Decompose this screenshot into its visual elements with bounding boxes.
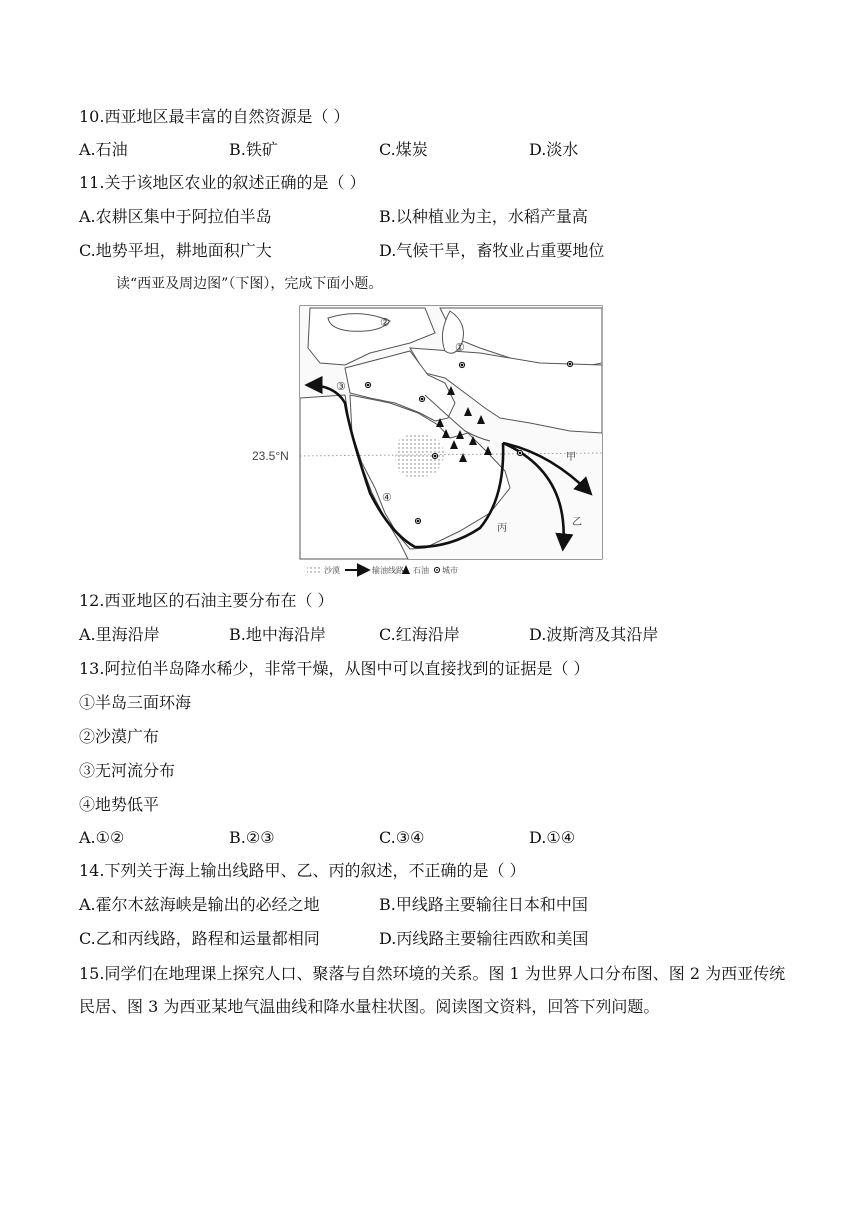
q13-option-a: A.①② <box>79 828 125 847</box>
question-13-stem: 13.阿拉伯半岛降水稀少，非常干燥，从图中可以直接找到的证据是（ ） <box>79 659 590 678</box>
region-3: ③ <box>336 380 346 393</box>
legend-route: 输油线路 <box>372 566 404 575</box>
q10-option-c: C.煤炭 <box>379 140 428 159</box>
q10-option-b: B.铁矿 <box>229 140 278 159</box>
west-asia-map <box>250 303 610 579</box>
route-label-jia: 甲 <box>566 452 576 463</box>
region-4: ④ <box>382 491 392 504</box>
question-10-stem: 10.西亚地区最丰富的自然资源是（ ） <box>79 107 350 126</box>
q13-option-b: B.②③ <box>229 828 275 847</box>
legend-desert: 沙漠 <box>324 566 340 575</box>
q12-option-c: C.红海沿岸 <box>379 625 460 644</box>
q13-option-c: C.③④ <box>379 828 425 847</box>
question-11-stem: 11.关于该地区农业的叙述正确的是（ ） <box>79 173 366 192</box>
route-label-bing: 丙 <box>497 523 507 534</box>
region-2: ② <box>380 316 390 329</box>
q13-item-1: ①半岛三面环海 <box>79 693 192 712</box>
q13-option-d: D.①④ <box>529 828 576 847</box>
q14-option-b: B.甲线路主要输往日本和中国 <box>379 895 588 914</box>
map-legend <box>307 565 458 575</box>
question-15-stem: 15.同学们在地理课上探究人口、聚落与自然环境的关系。图 1 为世界人口分布图、图 2 为西亚传统民居、图 3 为西亚某地气温曲线和降水量柱状图。阅读图文资料，回答下列问题。 <box>79 964 786 1016</box>
q12-option-b: B.地中海沿岸 <box>229 625 326 644</box>
legend-city: 城市 <box>442 566 458 575</box>
q14-option-a: A.霍尔木兹海峡是输出的必经之地 <box>79 895 320 914</box>
q10-option-a: A.石油 <box>79 140 128 159</box>
q13-item-4: ④地势低平 <box>79 795 160 814</box>
q11-option-c: C.地势平坦，耕地面积广大 <box>79 241 272 260</box>
q12-option-a: A.里海沿岸 <box>79 625 160 644</box>
map-intro: 读“西亚及周边图”（下图），完成下面小题。 <box>116 276 383 292</box>
question-12-stem: 12.西亚地区的石油主要分布在（ ） <box>79 591 334 610</box>
legend-oil: 石油 <box>413 566 429 575</box>
region-1: ① <box>455 341 465 354</box>
q11-option-d: D.气候干旱，畜牧业占重要地位 <box>379 241 605 260</box>
q11-option-b: B.以种植业为主，水稻产量高 <box>379 207 588 226</box>
q13-item-2: ②沙漠广布 <box>79 727 160 746</box>
q13-item-3: ③无河流分布 <box>79 761 176 780</box>
q11-option-a: A.农耕区集中于阿拉伯半岛 <box>79 207 272 226</box>
q10-option-d: D.淡水 <box>529 140 579 159</box>
latitude-label: 23.5°N <box>252 449 289 463</box>
q14-option-d: D.丙线路主要输往西欧和美国 <box>379 929 589 948</box>
route-label-yi: 乙 <box>572 517 582 528</box>
q14-option-c: C.乙和丙线路，路程和运量都相同 <box>79 929 320 948</box>
question-14-stem: 14.下列关于海上输出线路甲、乙、丙的叙述，不正确的是（ ） <box>79 861 526 880</box>
q12-option-d: D.波斯湾及其沿岸 <box>529 625 659 644</box>
